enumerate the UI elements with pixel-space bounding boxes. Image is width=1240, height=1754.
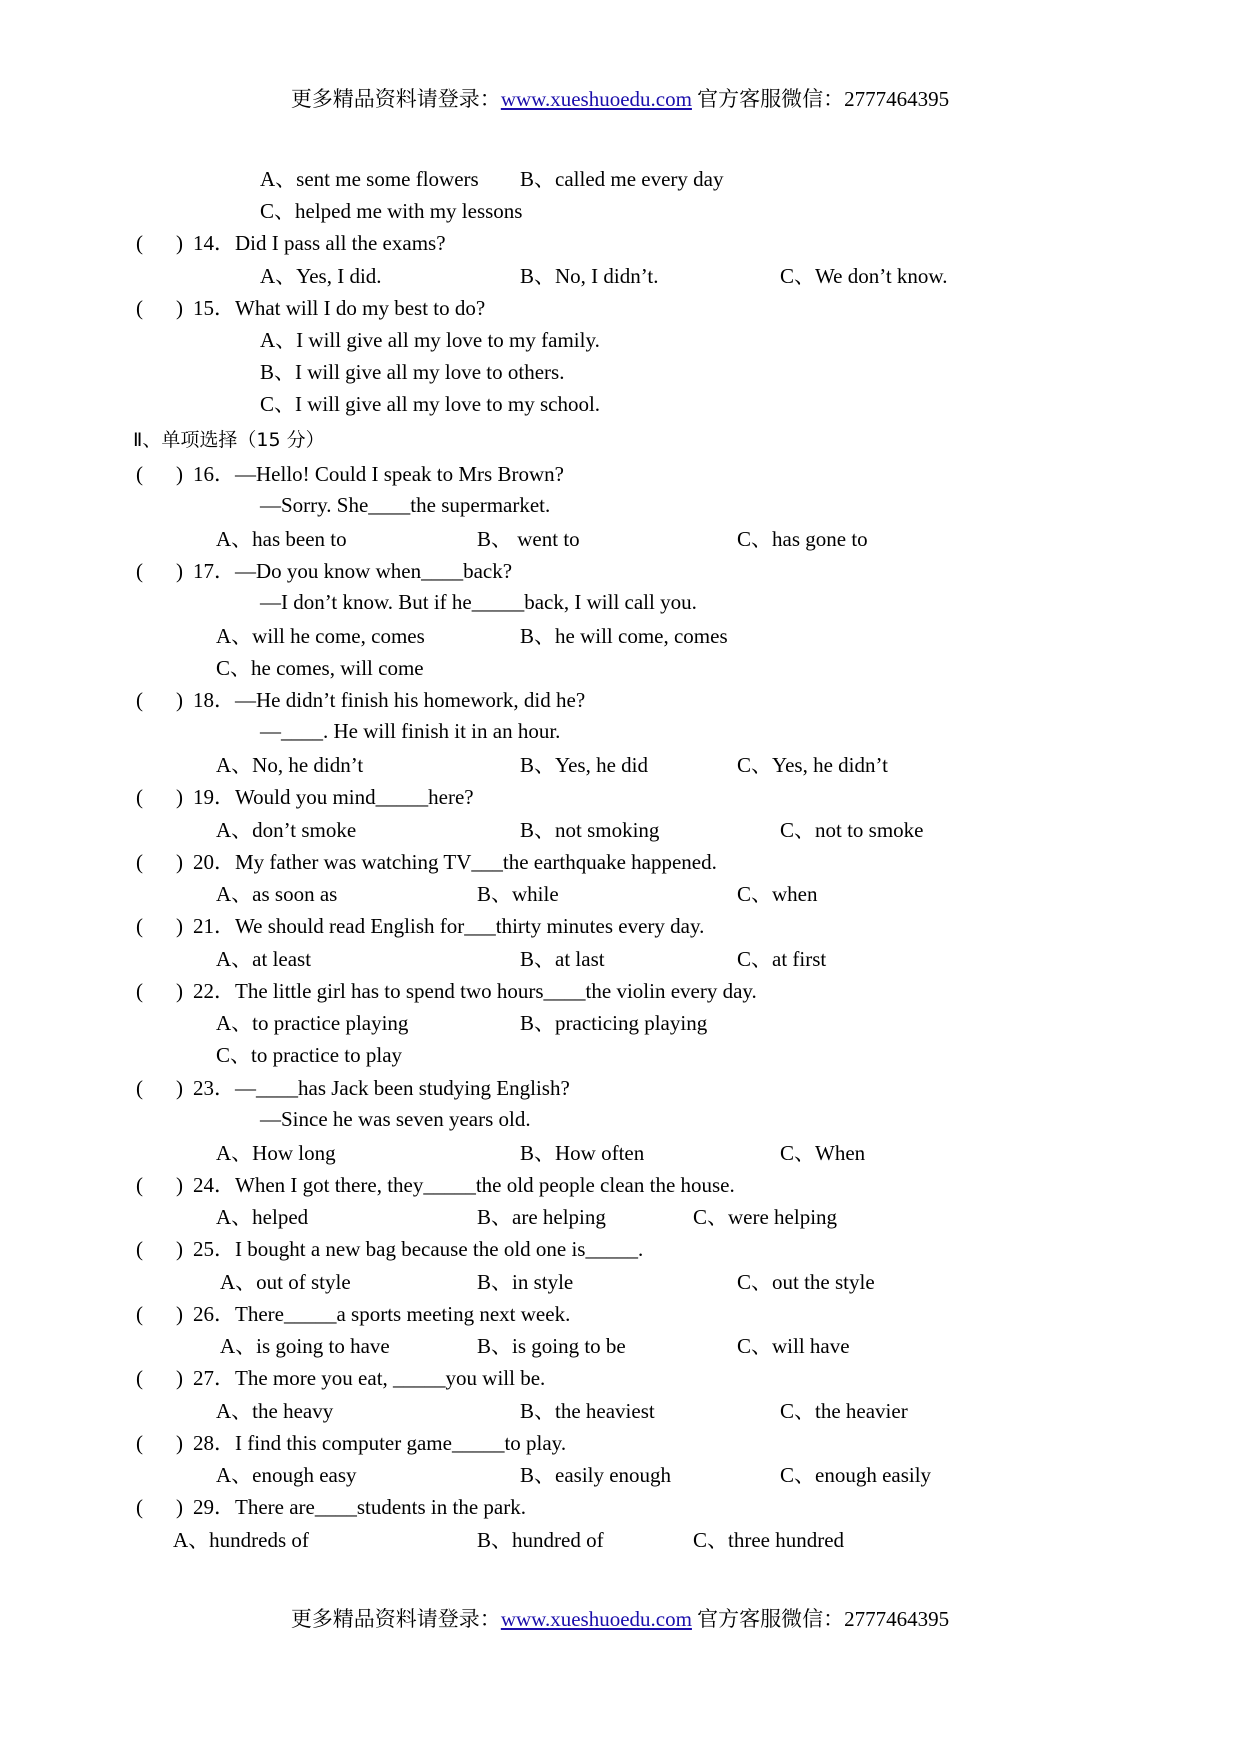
answer-paren-open: ( bbox=[136, 688, 143, 712]
answer-paren-open: ( bbox=[136, 1495, 143, 1519]
answer-paren-close: ) bbox=[176, 1076, 183, 1100]
q19-stem: 19．Would you mind_____here? bbox=[193, 785, 474, 809]
footer-prefix: 更多精品资料请登录： bbox=[290, 1607, 501, 1631]
answer-paren-open: ( bbox=[136, 1173, 143, 1197]
q26-stem: 26．There_____a sports meeting next week. bbox=[193, 1302, 571, 1326]
q22-option-b: B、practicing playing bbox=[520, 1011, 708, 1035]
q29-stem: 29．There are____students in the park. bbox=[193, 1495, 526, 1519]
header-prefix: 更多精品资料请登录： bbox=[290, 87, 501, 111]
q28-option-b: B、easily enough bbox=[520, 1463, 672, 1487]
q24-option-c: C、were helping bbox=[693, 1205, 838, 1229]
answer-paren-open: ( bbox=[136, 914, 143, 938]
q23-option-b: B、How often bbox=[520, 1141, 645, 1165]
q25-option-c: C、out the style bbox=[737, 1270, 875, 1294]
q21-option-b: B、at last bbox=[520, 947, 605, 971]
q15-option-a: A、I will give all my love to my family. bbox=[260, 328, 600, 352]
q13-option-a: A、sent me some flowers bbox=[260, 167, 479, 191]
q17-option-b: B、he will come, comes bbox=[520, 624, 728, 648]
q21-option-a: A、at least bbox=[216, 947, 312, 971]
q27-option-a: A、the heavy bbox=[216, 1399, 334, 1423]
q27-stem: 27．The more you eat, _____you will be. bbox=[193, 1366, 546, 1390]
q16-stem: 16．―Hello! Could I speak to Mrs Brown? bbox=[193, 462, 564, 486]
q29-option-b: B、hundred of bbox=[477, 1528, 604, 1552]
answer-paren-open: ( bbox=[136, 559, 143, 583]
q14-option-b: B、No, I didn’t. bbox=[520, 264, 659, 288]
q18-option-a: A、No, he didn’t bbox=[216, 753, 364, 777]
answer-paren-open: ( bbox=[136, 1076, 143, 1100]
section-title: Ⅱ、单项选择（15 分） bbox=[133, 429, 325, 451]
q16-line2: ―Sorry. She____the supermarket. bbox=[260, 493, 551, 517]
answer-paren-close: ) bbox=[176, 1495, 183, 1519]
q25-stem: 25．I bought a new bag because the old one is_____. bbox=[193, 1237, 644, 1261]
answer-paren-open: ( bbox=[136, 296, 143, 320]
answer-paren-close: ) bbox=[176, 785, 183, 809]
answer-paren-close: ) bbox=[176, 1302, 183, 1326]
q29-option-a: A、hundreds of bbox=[173, 1528, 309, 1552]
footer-suffix: 官方客服微信：2777464395 bbox=[691, 1607, 950, 1631]
answer-paren-open: ( bbox=[136, 1366, 143, 1390]
q22-option-c: C、to practice to play bbox=[216, 1043, 403, 1067]
q20-option-b: B、while bbox=[477, 882, 559, 906]
answer-paren-close: ) bbox=[176, 688, 183, 712]
answer-paren-open: ( bbox=[136, 1237, 143, 1261]
answer-paren-close: ) bbox=[176, 979, 183, 1003]
answer-paren-close: ) bbox=[176, 231, 183, 255]
q26-option-a: A、is going to have bbox=[220, 1334, 390, 1358]
q13-option-b: B、called me every day bbox=[520, 167, 724, 191]
q20-option-a: A、as soon as bbox=[216, 882, 338, 906]
answer-paren-open: ( bbox=[136, 785, 143, 809]
q16-option-b: B、 went to bbox=[477, 527, 580, 551]
q19-option-b: B、not smoking bbox=[520, 818, 660, 842]
answer-paren-open: ( bbox=[136, 1431, 143, 1455]
q15-option-b: B、I will give all my love to others. bbox=[260, 360, 565, 384]
page-header bbox=[0, 86, 1240, 112]
q18-line2: ―____. He will finish it in an hour. bbox=[260, 719, 561, 743]
q18-stem: 18．―He didn’t finish his homework, did he? bbox=[193, 688, 586, 712]
answer-paren-close: ) bbox=[176, 1366, 183, 1390]
header-link[interactable]: www.xueshuoedu.com bbox=[500, 87, 692, 111]
answer-paren-close: ) bbox=[176, 1237, 183, 1261]
answer-paren-close: ) bbox=[176, 462, 183, 486]
answer-paren-open: ( bbox=[136, 462, 143, 486]
answer-paren-open: ( bbox=[136, 1302, 143, 1326]
q13-option-c: C、helped me with my lessons bbox=[260, 199, 523, 223]
q14-option-c: C、We don’t know. bbox=[780, 264, 948, 288]
q27-option-b: B、the heaviest bbox=[520, 1399, 655, 1423]
q14-stem: 14．Did I pass all the exams? bbox=[193, 231, 446, 255]
header-suffix: 官方客服微信：2777464395 bbox=[691, 87, 950, 111]
q17-stem: 17．―Do you know when____back? bbox=[193, 559, 513, 583]
q22-stem: 22．The little girl has to spend two hours____the violin every day. bbox=[193, 979, 757, 1003]
q16-option-c: C、has gone to bbox=[737, 527, 868, 551]
answer-paren-open: ( bbox=[136, 979, 143, 1003]
q26-option-c: C、will have bbox=[737, 1334, 850, 1358]
q24-stem: 24．When I got there, they_____the old people clean the house. bbox=[193, 1173, 735, 1197]
q19-option-c: C、not to smoke bbox=[780, 818, 924, 842]
q24-option-b: B、are helping bbox=[477, 1205, 606, 1229]
q15-option-c: C、I will give all my love to my school. bbox=[260, 392, 601, 416]
q23-option-a: A、How long bbox=[216, 1141, 336, 1165]
footer-link[interactable]: www.xueshuoedu.com bbox=[500, 1607, 692, 1631]
answer-paren-close: ) bbox=[176, 1431, 183, 1455]
q20-option-c: C、when bbox=[737, 882, 818, 906]
q23-line2: ―Since he was seven years old. bbox=[260, 1107, 531, 1131]
answer-paren-open: ( bbox=[136, 850, 143, 874]
q18-option-c: C、Yes, he didn’t bbox=[737, 753, 888, 777]
q21-option-c: C、at first bbox=[737, 947, 827, 971]
q19-option-a: A、don’t smoke bbox=[216, 818, 357, 842]
answer-paren-close: ) bbox=[176, 850, 183, 874]
q15-stem: 15．What will I do my best to do? bbox=[193, 296, 486, 320]
q28-option-a: A、enough easy bbox=[216, 1463, 357, 1487]
q14-option-a: A、Yes, I did. bbox=[260, 264, 382, 288]
q28-stem: 28．I find this computer game_____to play. bbox=[193, 1431, 567, 1455]
q22-option-a: A、to practice playing bbox=[216, 1011, 409, 1035]
q27-option-c: C、the heavier bbox=[780, 1399, 908, 1423]
answer-paren-close: ) bbox=[176, 1173, 183, 1197]
q18-option-b: B、Yes, he did bbox=[520, 753, 648, 777]
answer-paren-close: ) bbox=[176, 296, 183, 320]
q17-option-c: C、he comes, will come bbox=[216, 656, 424, 680]
page-footer bbox=[0, 1606, 1240, 1632]
q24-option-a: A、helped bbox=[216, 1205, 309, 1229]
q29-option-c: C、three hundred bbox=[693, 1528, 845, 1552]
q17-line2: ―I don’t know. But if he_____back, I will call you. bbox=[260, 590, 697, 614]
q23-option-c: C、When bbox=[780, 1141, 866, 1165]
q16-option-a: A、has been to bbox=[216, 527, 347, 551]
q20-stem: 20．My father was watching TV___the earthquake happened. bbox=[193, 850, 717, 874]
answer-paren-close: ) bbox=[176, 559, 183, 583]
q26-option-b: B、is going to be bbox=[477, 1334, 626, 1358]
q23-stem: 23．―____has Jack been studying English? bbox=[193, 1076, 570, 1100]
q28-option-c: C、enough easily bbox=[780, 1463, 932, 1487]
answer-paren-open: ( bbox=[136, 231, 143, 255]
q17-option-a: A、will he come, comes bbox=[216, 624, 425, 648]
q25-option-a: A、out of style bbox=[220, 1270, 351, 1294]
q25-option-b: B、in style bbox=[477, 1270, 574, 1294]
q21-stem: 21．We should read English for___thirty minutes every day. bbox=[193, 914, 705, 938]
answer-paren-close: ) bbox=[176, 914, 183, 938]
